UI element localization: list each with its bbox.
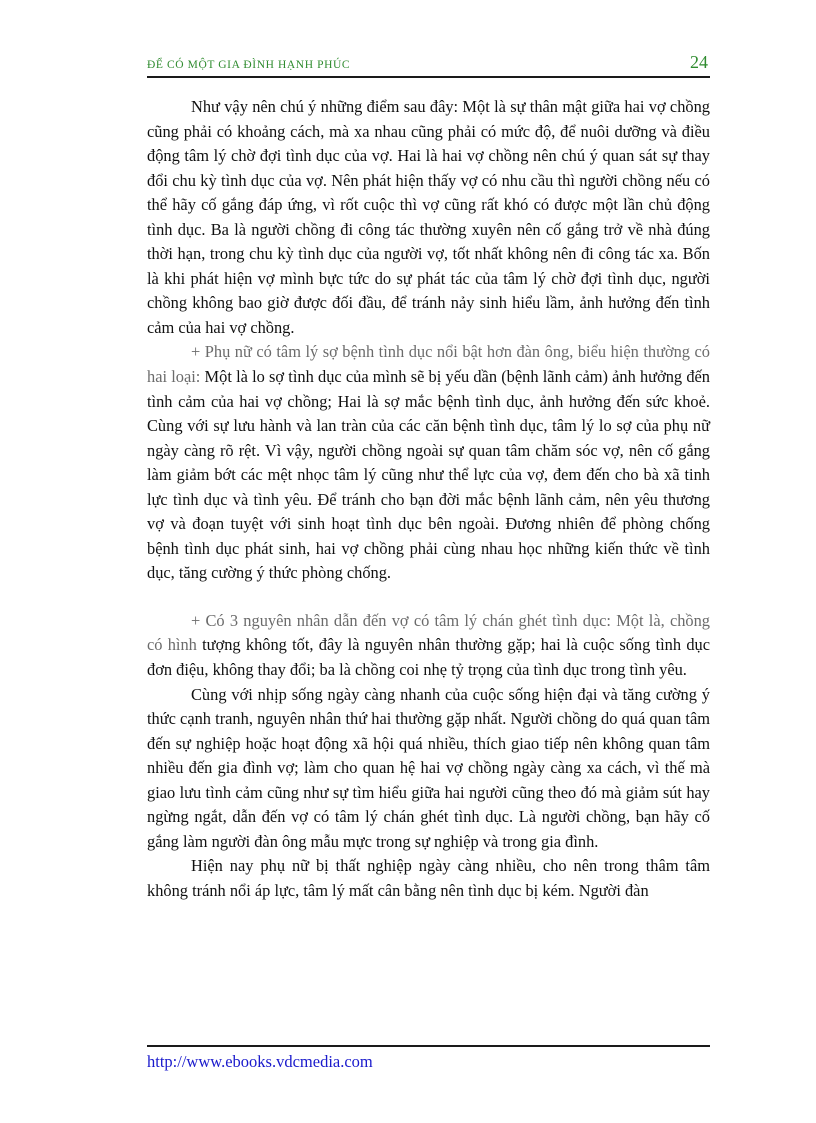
- paragraph: [147, 683, 710, 855]
- paragraph: [147, 340, 710, 585]
- page-number: 24: [690, 52, 708, 72]
- header-title: ĐỂ CÓ MỘT GIA ĐÌNH HẠNH PHÚC: [147, 59, 351, 71]
- paragraph-gap: [147, 586, 710, 609]
- paragraph: [147, 95, 710, 340]
- page-header: [147, 52, 710, 78]
- paragraph-lead: + Có 3 nguyên nhân dẫn đến vợ có tâm lý chán ghét tình dục: Một là, chồng có hình: [147, 610, 710, 655]
- body-text: [147, 95, 710, 904]
- paragraph-text: Hiện nay phụ nữ bị thất nghiệp ngày càng nhiều, cho nên trong thâm tâm không tránh nổi áp lực, tâm lý mất cân bằng nên tình dục bị kém. Người đàn: [147, 856, 710, 900]
- paragraph-text: Cùng với nhịp sống ngày càng nhanh của cuộc sống hiện đại và tăng cường ý thức cạnh tranh, nguyên nhân thứ hai thường gặp nhất. Người chồng do quá quan tâm đến sự nghiệp hoặc hoạt động xã hội quá nhiều, thích giao tiếp nên không quan tâm nhiều đến gia đình vợ; làm cho quan hệ hai vợ chồng ngày càng xa cách, vì thế mà giao lưu tình cảm cũng như sự tìm hiểu giữa hai người cũng theo đó mà giảm sút hay ngừng ngắt, dẫn đến vợ có tâm lý chán ghét tình dục. Là người chồng, bạn hãy cố gắng làm người đàn ông mẫu mực trong sự nghiệp và trong gia đình.: [147, 684, 710, 851]
- paragraph-text: tượng không tốt, đây là nguyên nhân thường gặp; hai là cuộc sống tình dục đơn điệu, không thay đổi; ba là chồng coi nhẹ tỷ trọng của tình dục trong tình yêu.: [147, 635, 710, 680]
- paragraph-text: Như vậy nên chú ý những điểm sau đây: Một là sự thân mật giữa hai vợ chồng cũng phải có khoảng cách, mà xa nhau cũng phải có mức độ, để nuôi dưỡng và điều động tâm lý chờ đợi tình dục của vợ. Hai là hai vợ chồng nên chú ý quan sát sự thay đổi chu kỳ tình dục của vợ. Nên phát hiện thấy vợ có nhu cầu thì người chồng nếu có thể hãy cố gắng đáp ứng, vì rốt cuộc thì vợ cũng rất khó có được một lần chủ động tình dục. Ba là người chồng đi công tác thường xuyên nên cố gắng trở về nhà đúng thời hạn, trong chu kỳ tình dục của người vợ, tốt nhất không nên đi công tác xa. Bốn là khi phát hiện vợ mình bực tức do sự phát tác của tâm lý chờ đợi tình dục, người chồng không bao giờ được đối đầu, để tránh nảy sinh hiểu lầm, ảnh hưởng đến tình cảm của hai vợ chồng.: [147, 97, 710, 337]
- paragraph-text: Một là lo sợ tình dục của mình sẽ bị yếu dần (bệnh lãnh cảm) ảnh hưởng đến tình cảm của hai vợ chồng; Hai là sợ mắc bệnh tình dục, ảnh hưởng đến sức khoẻ. Cùng với sự lưu hành và lan tràn của các căn bệnh tình dục, tâm lý lo sợ của phụ nữ ngày càng rõ rệt. Vì vậy, người chồng ngoài sự quan tâm chăm sóc vợ, nên cố gắng làm giảm bớt các mệt nhọc tâm lý cũng như thể lực của vợ, đem đến cho bà xã tinh lực tình dục và tình yêu. Để tránh cho bạn đời mắc bệnh lãnh cảm, nên yêu thương vợ và đoạn tuyệt với sinh hoạt tình dục bên ngoài. Đương nhiên để phòng chống bệnh tình dục phát sinh, hai vợ chồng phải cùng nhau học những kiến thức về tình dục, tăng cường ý thức phòng chống.: [147, 367, 710, 583]
- paragraph: [147, 609, 710, 683]
- paragraph: [147, 854, 710, 903]
- footer-link[interactable]: http://www.ebooks.vdcmedia.com: [147, 1052, 373, 1071]
- paragraph-lead: + Phụ nữ có tâm lý sợ bệnh tình dục nổi bật hơn đàn ông, biểu hiện thường có hai loại:: [147, 342, 710, 387]
- page-footer: [147, 1045, 710, 1072]
